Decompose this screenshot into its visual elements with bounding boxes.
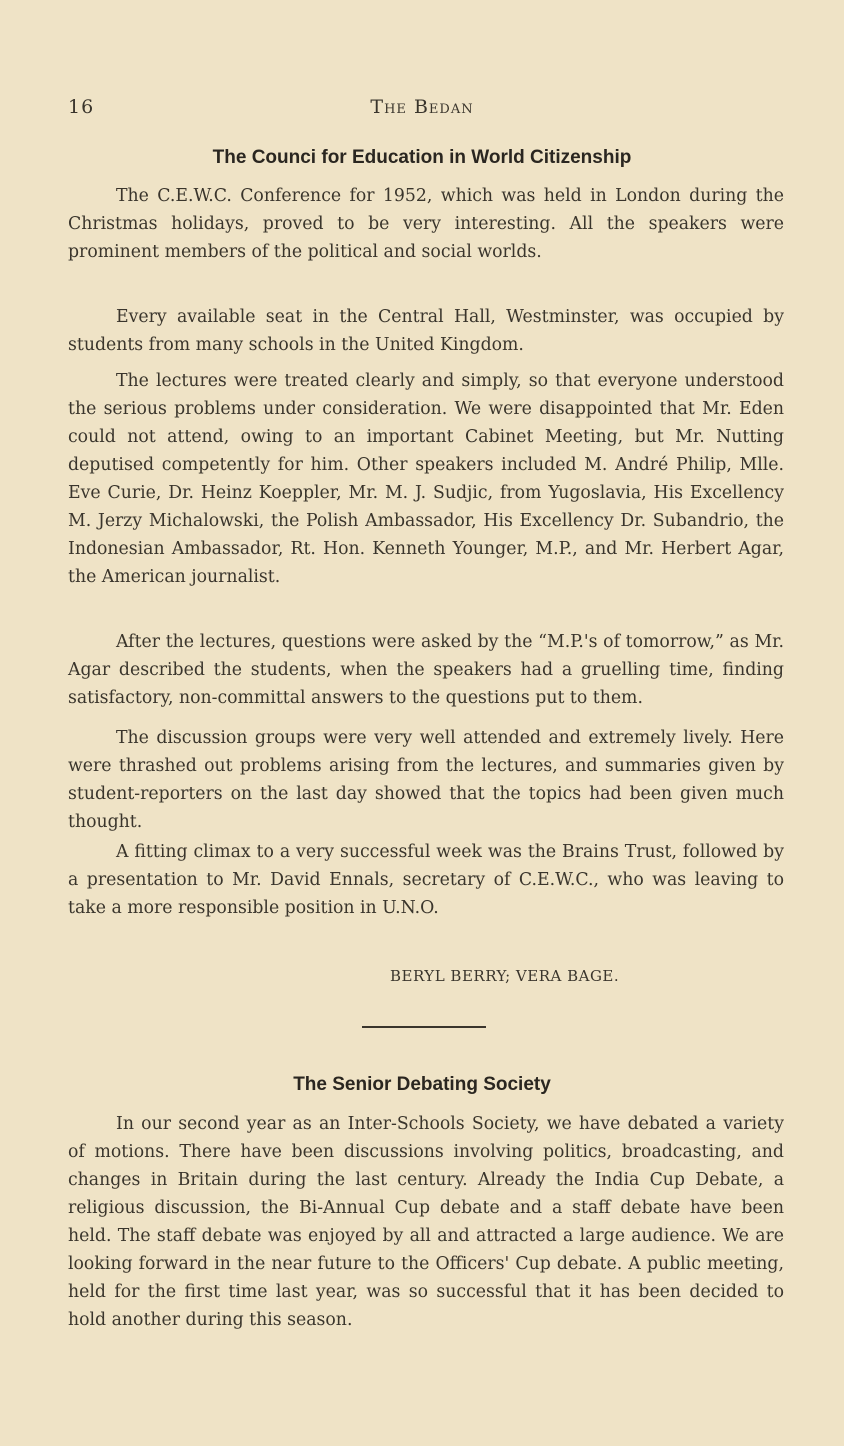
paragraph-5: The discussion groups were very well attended and extremely lively. Here were thrashed out problems arising from the lectures, and summaries given by student-reporters on the last day showed that the topics had been given much thought. — [68, 728, 784, 832]
signature: BERYL BERRY; VERA BAGE. — [390, 967, 620, 985]
paragraph-3: The lectures were treated clearly and simply, so that everyone understood the serious problems under consideration. We were disappointed that Mr. Eden could not attend, owing to an important Cabinet Meeting, but Mr. Nutting deputised competently for him. Other speakers included M. André Philip, Mlle. Eve Curie, Dr. Heinz Koeppler, Mr. M. J. Sudjic, from Yugoslavia, His Excellency M. Jerzy Michalowski, the Polish Ambassador, His Excellency Dr. Subandrio, the Indonesian Ambassador, Rt. Hon. Kenneth Younger, M.P., and Mr. Herbert Agar, the American journalist. — [68, 371, 784, 587]
section-divider — [362, 1026, 486, 1028]
paragraph-1: The C.E.W.C. Conference for 1952, which was held in London during the Christmas holidays, proved to be very interesting. All the speakers were prominent members of the political and social worlds. — [68, 186, 784, 262]
article-title-debating: The Senior Debating Society — [293, 1074, 551, 1095]
page-number: 16 — [68, 96, 95, 118]
paragraph-2: Every available seat in the Central Hall, Westminster, was occupied by students from many schools in the United Kingdom. — [68, 307, 784, 355]
paragraph-6: A fitting climax to a very successful week was the Brains Trust, followed by a presentation to Mr. David Ennals, secretary of C.E.W.C., who was leaving to take a more responsible position in U.N.O. — [68, 842, 784, 918]
page-header — [68, 96, 776, 126]
article-title-cewc: The Counci for Education in World Citizenship — [212, 147, 632, 168]
running-title: The Bedan — [370, 96, 474, 118]
paragraph-4: After the lectures, questions were asked by the “M.P.'s of tomorrow,” as Mr. Agar described the students, when the speakers had a gruelling time, finding satisfactory, non-committal answers to the questions put to them. — [68, 632, 784, 708]
paragraph-7: In our second year as an Inter-Schools Society, we have debated a variety of motions. There have been discussions involving politics, broadcasting, and changes in Britain during the last century. Already the India Cup Debate, a religious discussion, the Bi-Annual Cup debate and a staff debate have been held. The staff debate was enjoyed by all and attracted a large audience. We are looking forward in the near future to the Officers' Cup debate. A public meeting, held for the first time last year, was so successful that it has been decided to hold another during this season. — [68, 1114, 784, 1330]
